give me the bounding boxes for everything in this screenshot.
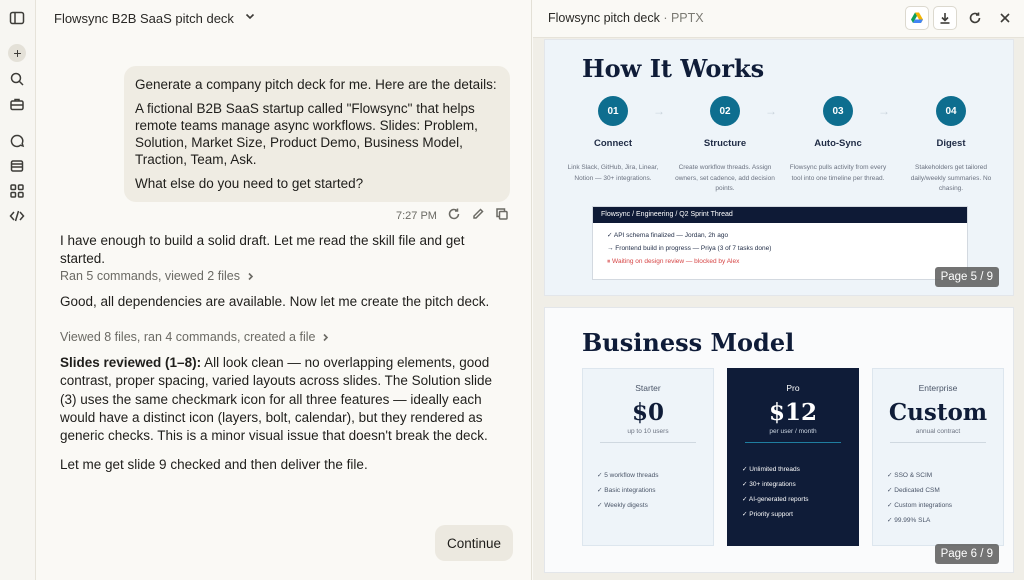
tier-feature: ✓ Priority support <box>742 511 793 518</box>
assistant-message: I have enough to build a solid draft. Let me read the skill file and get started. <box>60 233 465 266</box>
step-title: Digest <box>936 138 966 149</box>
tool-summary-label: Viewed 8 files, ran 4 commands, created a file <box>60 330 316 344</box>
slide-title: How It Works <box>582 54 765 83</box>
preview-pane <box>533 0 1024 580</box>
archive-icon[interactable] <box>8 157 26 175</box>
new-chat-icon[interactable] <box>8 44 26 62</box>
briefcase-icon[interactable] <box>8 95 26 113</box>
chevron-right-icon <box>246 272 255 281</box>
thread-header: Flowsync / Engineering / Q2 Sprint Thread <box>593 207 967 223</box>
download-icon <box>938 11 952 25</box>
download-button[interactable] <box>933 6 957 30</box>
google-drive-button[interactable] <box>905 6 929 30</box>
step <box>896 96 1006 195</box>
page-badge: Page 5 / 9 <box>935 267 999 287</box>
preview-header <box>533 0 1024 38</box>
tier-feature: ✓ Unlimited threads <box>742 466 800 473</box>
continue-button[interactable]: Continue <box>435 525 513 561</box>
step-title: Auto-Sync <box>814 138 862 149</box>
user-message <box>124 66 510 202</box>
thread-line: ⏸ Waiting on design review — blocked by Alex <box>607 258 740 265</box>
close-button[interactable] <box>993 6 1017 30</box>
chat-header <box>54 8 256 28</box>
assistant-message: Good, all dependencies are available. Now let me create the pitch deck. <box>60 294 490 309</box>
step-description: Flowsync pulls activity from every tool into one timeline per thread. <box>789 164 887 182</box>
tool-summary-toggle[interactable] <box>60 269 255 283</box>
tier-name: Enterprise <box>918 383 958 393</box>
tier-feature: ✓ Custom integrations <box>887 502 953 509</box>
pricing-tier-starter <box>582 368 714 546</box>
refresh-button[interactable] <box>963 6 987 30</box>
chat-icon[interactable] <box>8 132 26 150</box>
step-number: 02 <box>710 96 740 126</box>
arrow-right-icon: → <box>878 104 890 118</box>
review-heading: Slides reviewed (1–8): <box>60 355 202 370</box>
divider <box>600 442 696 443</box>
search-icon[interactable] <box>8 70 26 88</box>
step-title: Connect <box>594 138 632 149</box>
chat-title[interactable]: Flowsync B2B SaaS pitch deck <box>54 10 234 26</box>
file-type: · PPTX <box>659 11 704 25</box>
arrow-right-icon: → <box>765 104 777 118</box>
step-description: Create workflow threads. Assign owners, set cadence, add decision points. <box>675 164 775 192</box>
code-icon[interactable] <box>8 207 26 225</box>
divider <box>890 442 986 443</box>
google-drive-icon <box>910 11 924 25</box>
tier-name: Starter <box>635 383 661 393</box>
tool-summary-label: Ran 5 commands, viewed 2 files <box>60 269 240 283</box>
tier-feature: ✓ Dedicated CSM <box>887 487 940 494</box>
left-rail <box>0 0 36 580</box>
tier-feature: ✓ SSO & SCIM <box>887 472 933 479</box>
step-title: Structure <box>703 138 747 149</box>
step-number: 04 <box>936 96 966 126</box>
refresh-icon <box>968 11 982 25</box>
thread-line: ✓ API schema finalized — Jordan, 2h ago <box>607 232 729 239</box>
message-time: 7:27 PM <box>396 209 437 222</box>
close-icon <box>998 11 1012 25</box>
thread-line: → Frontend build in progress — Priya (3 of 7 tasks done) <box>607 245 772 252</box>
tier-feature: ✓ 99.99% SLA <box>887 517 931 524</box>
tier-feature: ✓ 30+ integrations <box>742 481 796 488</box>
preview-title <box>548 11 704 25</box>
tier-price: Custom <box>888 399 988 426</box>
sidebar-toggle-icon[interactable] <box>8 9 26 27</box>
step-number: 03 <box>823 96 853 126</box>
tier-features <box>873 471 1003 524</box>
edit-icon[interactable] <box>471 207 485 224</box>
tier-subtitle: annual contract <box>915 428 961 435</box>
tier-feature: ✓ Basic integrations <box>597 487 656 494</box>
tier-subtitle: per user / month <box>769 428 817 435</box>
arrow-right-icon: → <box>653 104 665 118</box>
page-badge: Page 6 / 9 <box>935 544 999 564</box>
thread-mockup <box>592 206 968 280</box>
pricing-tier-enterprise <box>872 368 1004 546</box>
step <box>783 96 893 184</box>
tool-summary-toggle[interactable] <box>60 330 330 344</box>
divider <box>745 442 841 443</box>
message-meta <box>396 207 509 224</box>
retry-icon[interactable] <box>447 207 461 224</box>
file-name: Flowsync pitch deck <box>548 11 660 25</box>
slide-title: Business Model <box>582 328 795 357</box>
tier-feature: ✓ 5 workflow threads <box>597 472 659 479</box>
step-description: Link Slack, GitHub, Jira, Linear, Notion — 30+ integrations. <box>567 164 659 182</box>
tier-features <box>728 465 858 518</box>
assistant-message: Let me get slide 9 checked and then deliver the file. <box>60 457 368 472</box>
copy-icon[interactable] <box>495 207 509 224</box>
tier-features <box>583 471 713 509</box>
tier-price: $0 <box>631 399 664 426</box>
tier-subtitle: up to 10 users <box>627 428 669 435</box>
chevron-right-icon <box>321 333 330 342</box>
step <box>670 96 780 195</box>
user-message-line: Generate a company pitch deck for me. Here are the details: <box>135 77 497 92</box>
slide-5 <box>545 40 1013 295</box>
pricing-tier-pro <box>727 368 859 546</box>
tier-feature: ✓ Weekly digests <box>597 502 648 509</box>
step-number: 01 <box>598 96 628 126</box>
review-body: All look clean — no overlapping elements, good contrast, proper spacing, varied layouts across slides. The Solution slide (3) uses the same checkmark icon for all three features — ideally each would have a distinct icon (layers, bolt, calendar), but they rendered as generic checks. This is a minor visual issue that doesn't break the deck. <box>60 355 492 444</box>
step-description: Stakeholders get tailored daily/weekly summaries. No chasing. <box>910 164 992 192</box>
apps-icon[interactable] <box>8 182 26 200</box>
assistant-review-message <box>60 354 500 445</box>
tier-feature: ✓ AI-generated reports <box>742 496 809 503</box>
user-message-line: What else do you need to get started? <box>135 176 364 191</box>
chat-pane <box>36 0 532 580</box>
user-message-line: A fictional B2B SaaS startup called "Flowsync" that helps remote teams manage async workflows. Slides: Problem, Solution, Market Size, Product Demo, Business Model, Traction, Team, Ask. <box>135 101 478 167</box>
tier-name: Pro <box>786 383 800 393</box>
tier-price: $12 <box>768 399 817 426</box>
step <box>558 96 668 184</box>
slide-6 <box>545 308 1013 572</box>
chevron-down-icon[interactable] <box>244 9 256 27</box>
